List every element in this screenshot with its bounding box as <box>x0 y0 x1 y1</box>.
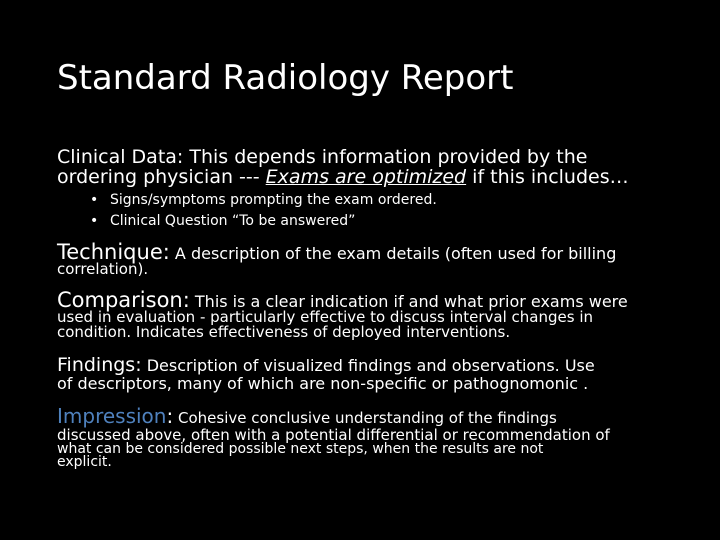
slide-title: Standard Radiology Report <box>57 58 514 98</box>
clinical-data-line2-pre: ordering physician --- <box>57 166 266 188</box>
technique-line2: correlation). <box>57 260 149 278</box>
comparison-label: Comparison: <box>57 288 190 312</box>
technique-section <box>57 240 667 278</box>
comparison-line2: used in evaluation - particularly effective to discuss interval changes in <box>57 308 594 326</box>
bullet-icon: • <box>90 213 99 229</box>
bullet-item <box>90 192 437 208</box>
impression-line3: what can be considered possible next steps, when the results are not <box>57 441 544 457</box>
impression-line4: explicit. <box>57 454 112 470</box>
comparison-line3: condition. Indicates effectiveness of deployed interventions. <box>57 323 511 341</box>
impression-label: Impression <box>57 404 167 428</box>
findings-section <box>57 354 667 393</box>
comparison-section <box>57 288 667 341</box>
findings-text: Description of visualized findings and observations. Use <box>141 356 595 375</box>
impression-colon: : <box>166 404 174 428</box>
impression-text: Cohesive conclusive understanding of the findings <box>173 409 557 427</box>
clinical-data-text: This depends information provided by the <box>183 146 588 168</box>
bullet-item <box>90 213 355 229</box>
clinical-data-section <box>57 146 667 188</box>
bullet-icon: • <box>90 192 99 208</box>
clinical-data-emphasis: Exams are optimized <box>265 166 467 188</box>
technique-label: Technique: <box>57 240 170 264</box>
findings-label: Findings: <box>57 354 142 376</box>
bullet-text: Signs/symptoms prompting the exam ordered. <box>110 192 437 208</box>
clinical-data-line2-post: if this includes… <box>466 166 629 188</box>
findings-line2: of descriptors, many of which are non-specific or pathognomonic . <box>57 374 589 393</box>
comparison-text: This is a clear indication if and what prior exams were <box>189 292 628 311</box>
impression-line2: discussed above, often with a potential differential or recommendation of <box>57 426 610 444</box>
technique-text: A description of the exam details (often used for billing <box>169 244 617 263</box>
clinical-data-label: Clinical Data: <box>57 146 184 168</box>
impression-section <box>57 404 667 470</box>
bullet-text: Clinical Question “To be answered” <box>110 213 356 229</box>
